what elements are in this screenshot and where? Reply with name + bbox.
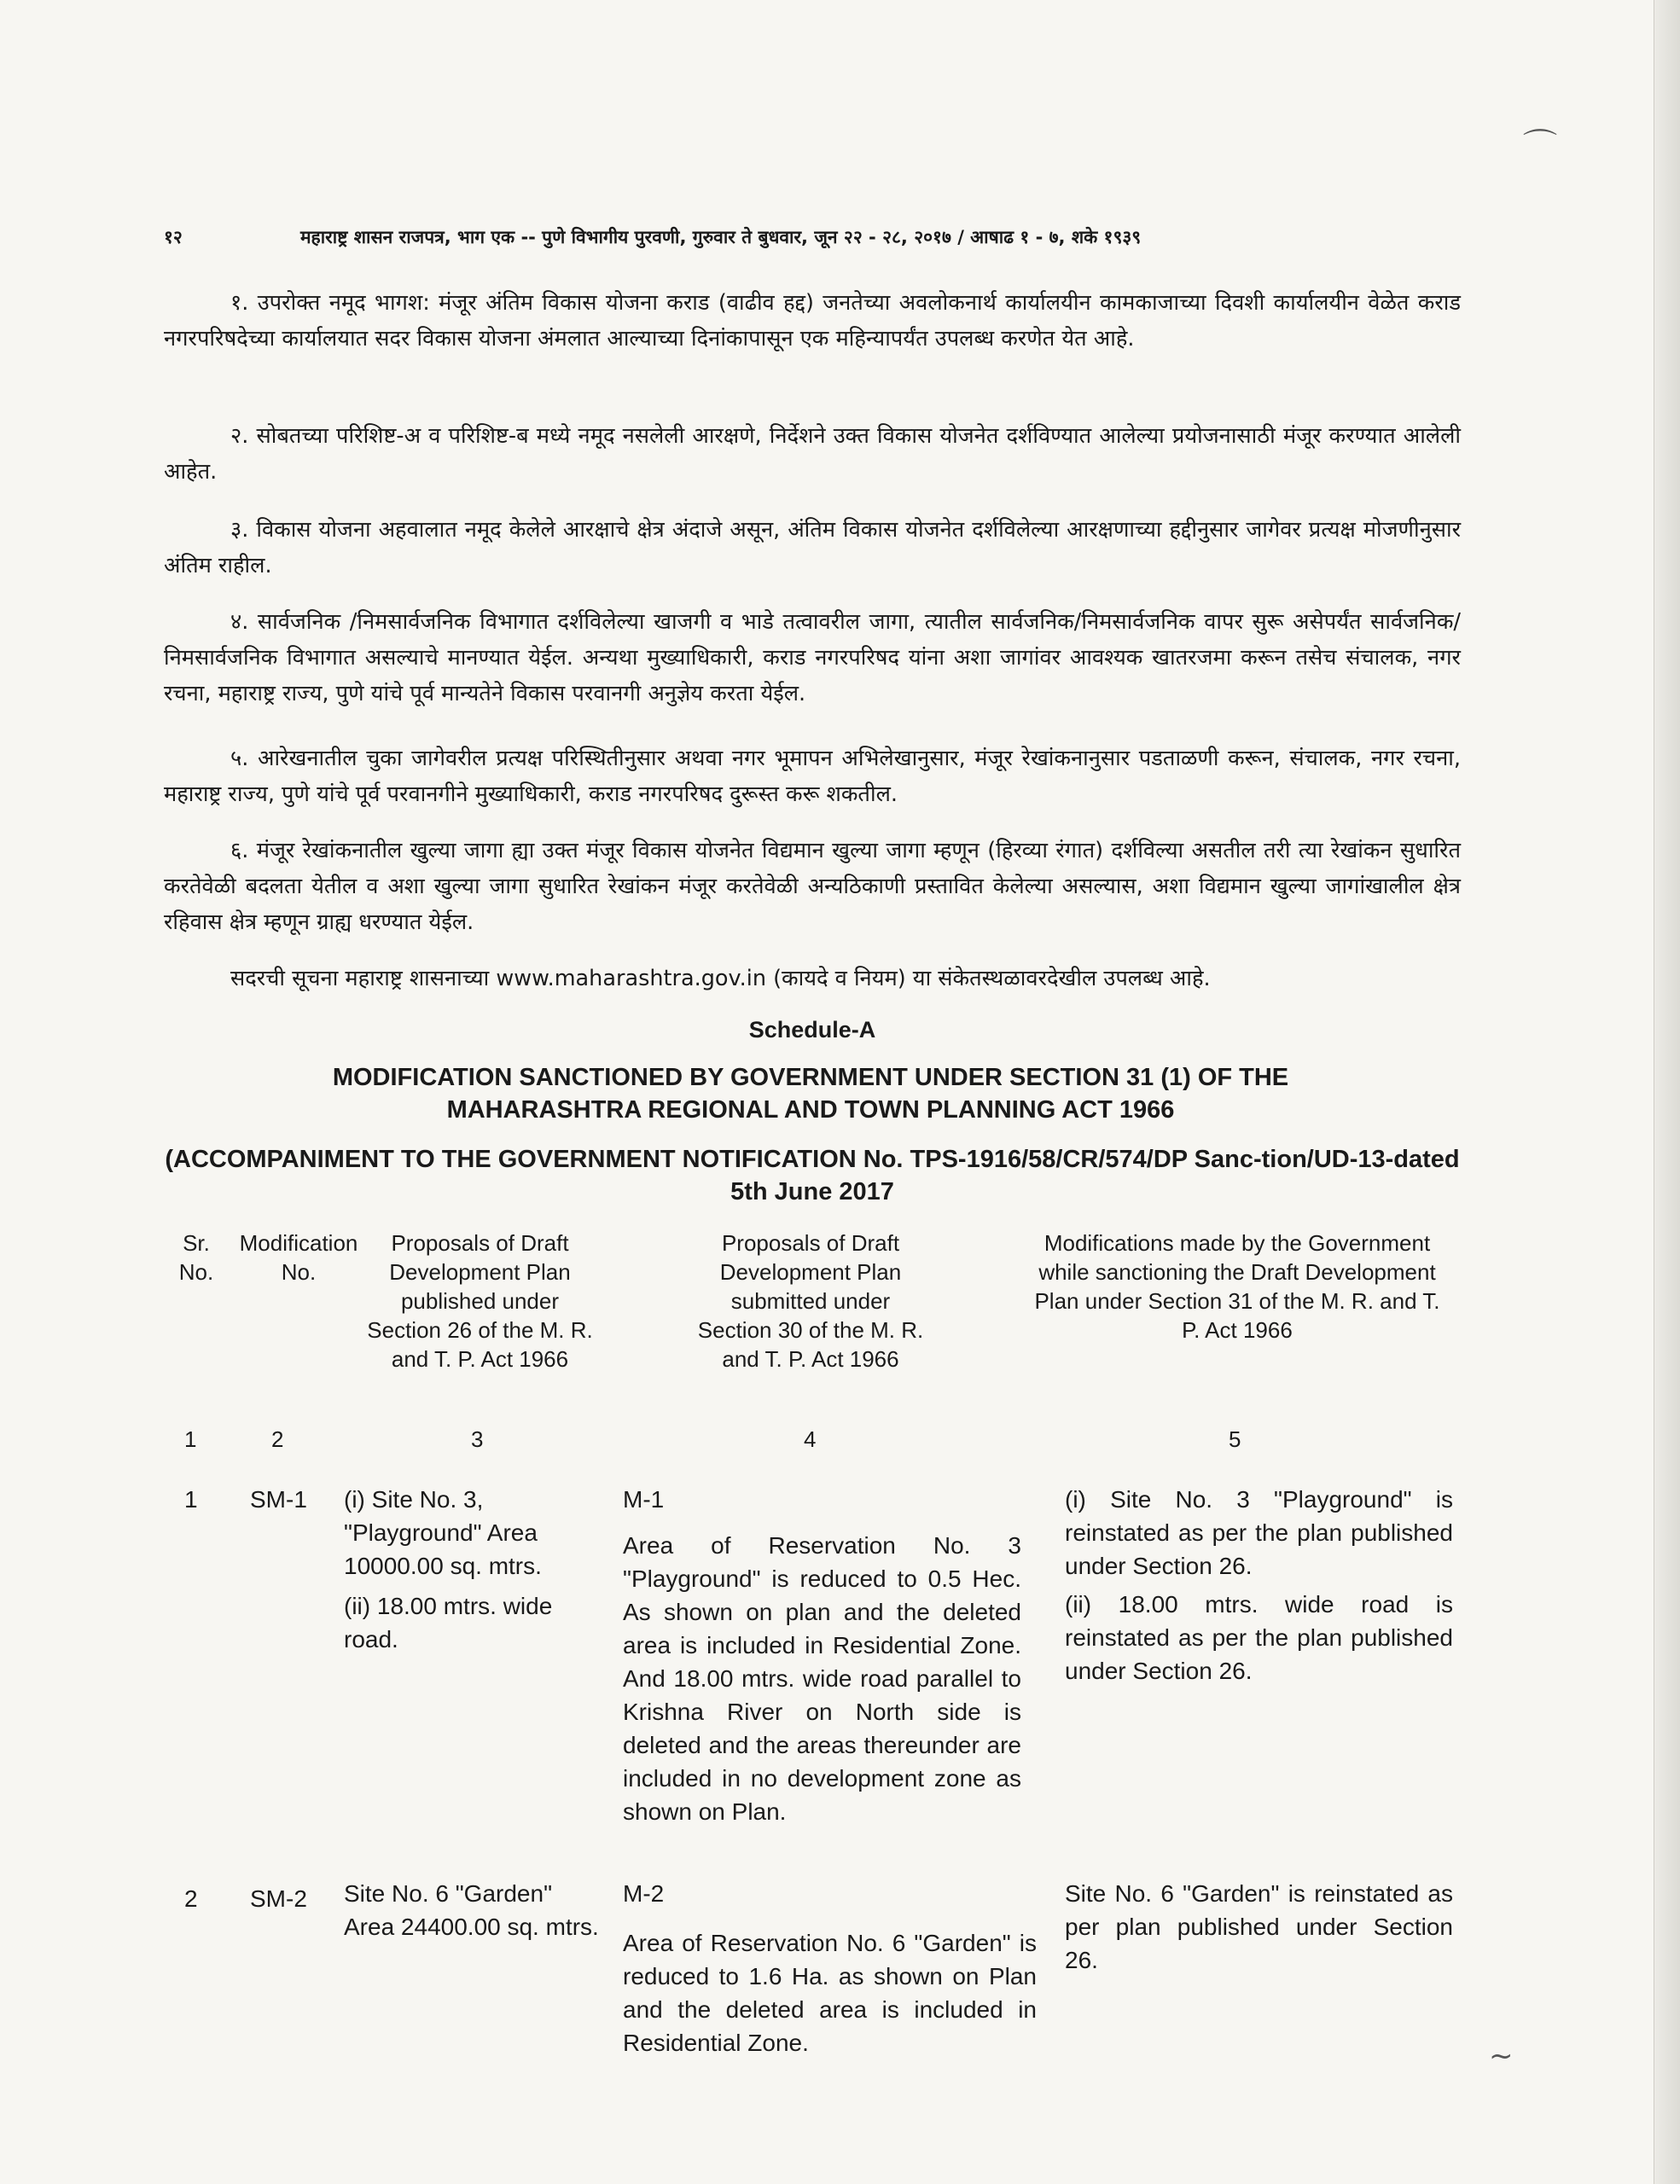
col3-item: (i) Site No. 3, "Playground" Area 10000.00 sq. mtrs. xyxy=(344,1486,542,1579)
col5-item: (i) Site No. 3 "Playground" is reinstated as per the plan published under Section 26. xyxy=(1065,1486,1453,1579)
col5-item: (ii) 18.00 mtrs. wide road is reinstated as per the plan published under Section 26. xyxy=(1065,1591,1453,1684)
column-number: 2 xyxy=(271,1426,284,1452)
header-col4: Proposals of Draft Development Plan submitted under Section 30 of the M. R. and T. P. Act 1966 xyxy=(697,1230,924,1372)
row-modification-no: SM-2 xyxy=(250,1885,307,1912)
ink-mark: ~ xyxy=(1489,2039,1514,2073)
row-col4: Area of Reservation No. 6 "Garden" is reduced to 1.6 Ha. as shown on Plan and the deleted area is included in Residential Zone. xyxy=(623,1930,1037,2056)
paragraph-4: ४. सार्वजनिक /निमसार्वजनिक विभागात दर्शविलेल्या खाजगी व भाडे तत्वावरील जागा, त्यातील सार्वजनिक/निमसार्वजनिक वापर सुरू असेपर्यंत सार्वजनिक/निमसार्वजनिक विभागात असल्याचे मानण्यात येईल. अन्यथा मुख्याधिकारी, कराड नगरपरिषद यांना अशा जागांवर आवश्यक खातरजमा करून तसेच संचालक, नगर रचना, महाराष्ट्र राज्य, पुणे यांचे पूर्व मान्यतेने विकास परवानगी अनुज्ञेय करता येईल. xyxy=(164,609,1461,706)
website-notice: सदरची सूचना महाराष्ट्र शासनाच्या www.maharashtra.gov.in (कायदे व नियम) या संकेतस्थळावरदेखील उपलब्ध आहे. xyxy=(230,966,1211,991)
gazette-title: महाराष्ट्र शासन राजपत्र, भाग एक -- पुणे विभागीय पुरवणी, गुरुवार ते बुधवार, जून २२ - २८, २०१७ / आषाढ १ - ७, शके १९३९ xyxy=(300,227,1142,247)
header-col3: Proposals of Draft Development Plan published under Section 26 of the M. R. and T. P. Act 1966 xyxy=(367,1230,593,1372)
row-col4: Area of Reservation No. 3 "Playground" is reduced to 0.5 Hec. As shown on plan and the deleted area is included in Residential Zone. And 18.00 mtrs. wide road parallel to Krishna River on North side is deleted and the areas thereunder are included in no development zone as shown on Plan. xyxy=(623,1532,1021,1825)
column-number: 3 xyxy=(471,1426,484,1452)
row-sr-no: 2 xyxy=(184,1885,198,1912)
page-number: १२ xyxy=(164,227,183,247)
row-col5 xyxy=(1065,1483,1453,1687)
row-modification-no: SM-1 xyxy=(250,1486,307,1513)
schedule-accompaniment: (ACCOMPANIMENT TO THE GOVERNMENT NOTIFICATION No. TPS-1916/58/CR/574/DP Sanc-tion/UD-13-dated 5th June 2017 xyxy=(165,1146,1460,1205)
header-modification-no: Modification No. xyxy=(239,1230,358,1285)
schedule-label: Schedule-A xyxy=(748,1017,876,1043)
header-sr-no: Sr. No. xyxy=(178,1230,214,1285)
schedule-title: MODIFICATION SANCTIONED BY GOVERNMENT UNDER SECTION 31 (1) OF THE MAHARASHTRA REGIONAL AND TOWN PLANNING ACT 1966 xyxy=(332,1064,1289,1124)
paragraph-3: ३. विकास योजना अहवालात नमूद केलेले आरक्षाचे क्षेत्र अंदाजे असून, अंतिम विकास योजनेत दर्शविलेल्या आरक्षणाच्या हद्दीनुसार जागेवर प्रत्यक्ष मोजणीनुसार अंतिम राहील. xyxy=(164,517,1461,578)
ink-mark: ⌒ xyxy=(1523,127,1557,166)
row-col5 xyxy=(1065,1877,1453,1977)
col3-item: (ii) 18.00 mtrs. wide road. xyxy=(344,1593,553,1653)
col5-item: Site No. 6 "Garden" is reinstated as per plan published under Section 26. xyxy=(1065,1880,1453,1973)
column-number: 4 xyxy=(804,1426,817,1452)
column-number: 1 xyxy=(184,1426,197,1452)
header-col5: Modifications made by the Government while sanctioning the Draft Development Plan under Section 31 of the M. R. and T. P. Act 1966 xyxy=(1034,1230,1440,1343)
row-col3 xyxy=(344,1483,600,1656)
page-header xyxy=(164,225,1358,249)
row-col4-label: M-2 xyxy=(623,1880,665,1907)
paragraph-1: १. उपरोक्त नमूद भागश: मंजूर अंतिम विकास योजना कराड (वाढीव हद्द) जनतेच्या अवलोकनार्थ कार्यालयीन कामकाजाच्या दिवशी कार्यालयीन वेळेत कराड नगरपरिषदेच्या कार्यालयात सदर विकास योजना अंमलात आल्याच्या दिनांकापासून एक महिन्यापर्यंत उपलब्ध करणेत येत आहे. xyxy=(164,290,1461,351)
col3-item: Site No. 6 "Garden" Area 24400.00 sq. mtrs. xyxy=(344,1880,599,1940)
paragraph-5: ५. आरेखनातील चुका जागेवरील प्रत्यक्ष परिस्थितीनुसार अथवा नगर भूमापन अभिलेखानुसार, मंजूर रेखांकनानुसार पडताळणी करून, संचालक, नगर रचना, महाराष्ट्र राज्य, पुणे यांचे पूर्व परवानगीने मुख्याधिकारी, कराड नगरपरिषद दुरूस्त करू शकतील. xyxy=(164,746,1461,807)
row-col4-label: M-1 xyxy=(623,1486,665,1513)
row-col3 xyxy=(344,1877,600,1943)
page-edge xyxy=(1654,0,1680,2184)
column-number: 5 xyxy=(1229,1426,1241,1452)
paragraph-2: २. सोबतच्या परिशिष्ट-अ व परिशिष्ट-ब मध्ये नमूद नसलेली आरक्षणे, निर्देशने उक्त विकास योजनेत दर्शविण्यात आलेल्या प्रयोजनासाठी मंजूर करण्यात आलेली आहेत. xyxy=(164,423,1461,485)
row-sr-no: 1 xyxy=(184,1486,198,1513)
paragraph-6: ६. मंजूर रेखांकनातील खुल्या जागा ह्या उक्त मंजूर विकास योजनेत विद्यमान खुल्या जागा म्हणून (हिरव्या रंगात) दर्शविल्या असतील तरी त्या रेखांकन सुधारित करतेवेळी बदलता येतील व अशा खुल्या जागा सुधारित रेखांकन मंजूर करतेवेळी अन्यठिकाणी प्रस्तावित केलेल्या असल्यास, अशा विद्यमान खुल्या जागांखालील क्षेत्र रहिवास क्षेत्र म्हणून ग्राह्य धरण्यात येईल. xyxy=(164,838,1461,935)
